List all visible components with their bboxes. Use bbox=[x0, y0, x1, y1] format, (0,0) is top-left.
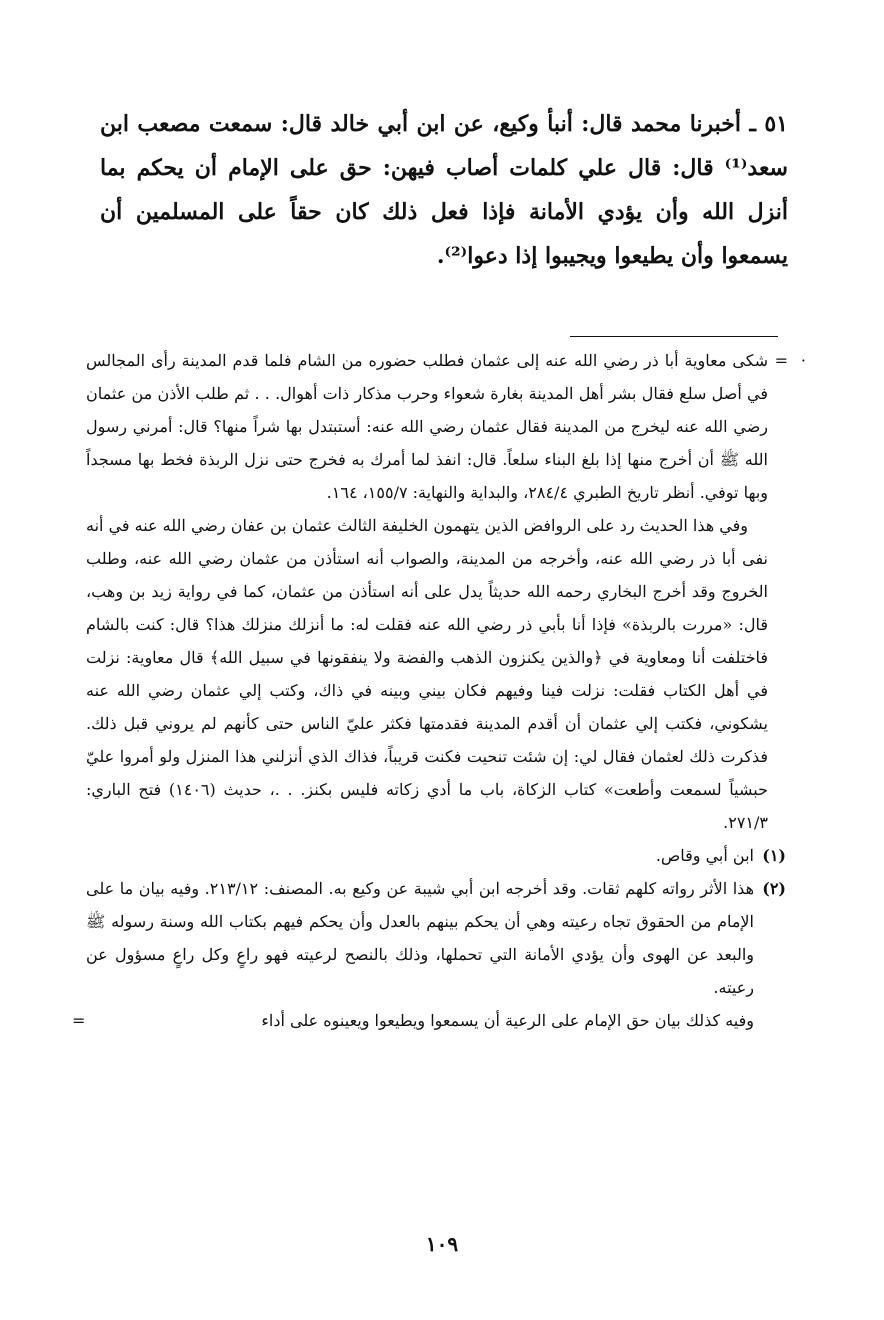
hadith-number: ٥١ ـ bbox=[749, 111, 788, 137]
commentary-text: وفي هذا الحديث رد على الروافض الذين يتهمون الخليفة الثالث عثمان بن عفان رضي الله عنه في أنه نفى أبا ذر رضي الله عنه، وأخرجه من المدينة، والصواب أنه استأذن من عثمان رضي الله عنه، وطلب الخروج وقد أخرج البخاري رحمه الله حديثاً يدل على أنه استأذن من عثمان، كما في رواية زيد بن وهب، قال: «مررت بالربذة» فإذا أنا بأبي ذر رضي الله عنه فقلت له: ما أنزلك منزلك هذا؟ قال: كنت بالشام فاختلفت أنا ومعاوية في ﴿والذين يكنزون الذهب والفضة ولا ينفقونها في سبيل الله﴾ قال معاوية: نزلت في أهل الكتاب فقلت: نزلت فينا وفيهم فكان بيني وبينه في ذاك، وكتب إلي عثمان رضي الله عنه يشكوني، فكتب إلي عثمان أن أقدم المدينة فقدمتها فكثر عليّ الناس حتى كأنهم لم يروني قبل ذلك. فذكرت ذلك لعثمان فقال لي: إن شئت تنحيت فكنت قريباً، فذاك الذي أنزلني هذا المنزل ولو أمروا عليّ حبشياً لسمعت وأطعت» كتاب الزكاة، باب ما أدي زكاته فليس بكنز. . .، حديث (١٤٠٦) فتح الباري: ٢٧١/٣. bbox=[86, 516, 769, 832]
footnote-continuation bbox=[86, 344, 806, 509]
side-mark: · bbox=[800, 351, 806, 370]
footnote-text: هذا الأثر رواته كلهم ثقات. وقد أخرجه ابن أبي شيبة عن وكيع به. المصنف: ٢١٣/١٢. وفيه بيان ما على الإمام من الحقوق تجاه رعيته وهي أن يحكم بينهم بالعدل وأن يحكم فيهم بكتاب الله وسنة رسوله ﷺ والبعد عن الهوى وأن يؤدي الأمانة التي تحملها، وذلك بالنصح لرعيته فهو راعٍ وكل راعٍ مسؤول عن رعيته. bbox=[86, 879, 754, 997]
hadith-text: أخبرنا محمد قال: أنبأ وكيع، عن ابن أبي خالد قال: سمعت مصعب ابن سعد⁽¹⁾ قال: قال علي كلمات أصاب فيهن: حق على الإمام أن يحكم بما أنزل الله وأن يؤدي الأمانة فإذا فعل ذلك كان حقاً على المسلمين أن يسمعوا وأن يطيعوا ويجيبوا إذا دعوا⁽²⁾. bbox=[100, 111, 788, 269]
footnotes-area bbox=[72, 344, 806, 1037]
end-continuation-mark: = bbox=[72, 1011, 86, 1030]
footnote-2 bbox=[86, 872, 786, 1004]
footnote-separator bbox=[570, 336, 778, 337]
footnote-final-para bbox=[72, 1004, 786, 1037]
footnote-number: (٢) bbox=[762, 879, 786, 898]
footnote-number: (١) bbox=[762, 846, 786, 865]
page-number: ١٠٩ bbox=[425, 1232, 459, 1256]
continued-text: شكى معاوية أبا ذر رضي الله عنه إلى عثمان فطلب حضوره من الشام فلما قدم المدينة رأى المجالس في أصل سلع فقال بشر أهل المدينة بغارة شعواء وحرب مذكار ذات أهوال. . . ثم طلب الأذن من عثمان رضي الله عنه ليخرج من المدينة فقال عثمان رضي الله عنه: أستبتدل بها شراً منها؟ قال: أمرني رسول الله ﷺ أن أخرج منها إذا بلغ البناء سلعاً. قال: انفذ لما أمرك به فخرج حتى نزل الربذة فخط بها مسجداً وبها توفي. أنظر تاريخ الطبري ٢٨٤/٤، والبداية والنهاية: ١٥٥/٧، ١٦٤. bbox=[86, 351, 768, 502]
footnote-text: ابن أبي وقاص. bbox=[655, 846, 754, 865]
hadith-block bbox=[100, 102, 788, 278]
continuation-mark: = bbox=[774, 351, 788, 370]
footnote-1 bbox=[86, 839, 786, 872]
footnote-commentary bbox=[86, 509, 786, 839]
final-para-text: وفيه كذلك بيان حق الإمام على الرعية أن يسمعوا ويطيعوا ويعينوه على أداء bbox=[261, 1011, 754, 1030]
